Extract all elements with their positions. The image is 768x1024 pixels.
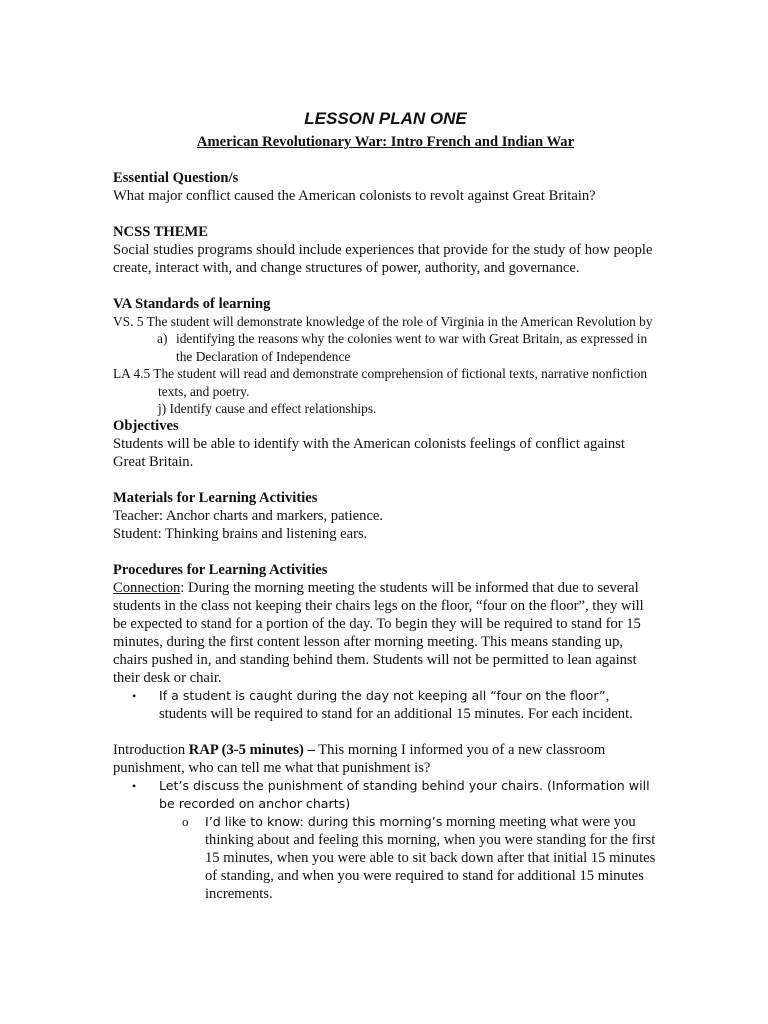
procedures-heading: Procedures for Learning Activities (113, 562, 328, 579)
procedures-section (113, 561, 658, 723)
list-item (182, 813, 658, 903)
page-subtitle: American Revolutionary War: Intro French and Indian War (196, 134, 575, 150)
sub-bullet-text-part: morning meeting what were you thinking about and feeling this morning, when you were standing for the first 15 minutes, when you were able to sit back down after that initial 15 minutes of standing, and when you were required to stand for additional 15 minutes increments. (205, 814, 656, 903)
list-item (132, 777, 658, 903)
essential-question-text: What major conflict caused the American colonists to revolt against Great Britain? (113, 188, 596, 204)
connection-paragraph (113, 579, 658, 687)
vs5-item-a (157, 330, 658, 365)
ncss-theme-heading: NCSS THEME (113, 224, 209, 240)
introduction-sublist (159, 813, 658, 903)
ncss-theme-section (113, 223, 658, 277)
ncss-theme-text: Social studies programs should include experiences that provide for the study of how people create, interact with, and change structures of power, authority, and governance. (113, 242, 653, 276)
essential-question-heading: Essential Question/s (113, 170, 239, 186)
va-standards-section (113, 295, 658, 417)
materials-section (113, 489, 658, 543)
bullet-text-part: If a student is caught during the day not keeping all “four on the floor” (159, 688, 606, 704)
page-title: LESSON PLAN ONE (304, 109, 467, 128)
va-standards-heading: VA Standards of learning (113, 296, 271, 312)
lesson-plan-page (113, 108, 658, 903)
rap-label: RAP (3-5 minutes) – (188, 742, 315, 759)
sub-bullet-text-part: I’d like to know: during this morning’s (205, 814, 443, 830)
introduction-section (113, 741, 658, 903)
introduction-text: This morning I informed you of a new classroom punishment, who can tell me what that punishment is? (113, 742, 606, 777)
introduction-bullets (113, 777, 658, 903)
vs5-standard: VS. 5 The student will demonstrate knowledge of the role of Virginia in the American Revolution by (113, 314, 653, 329)
sub-bullet-icon: o (182, 814, 189, 830)
bullet-icon: • (132, 779, 137, 794)
vs5-item-a-text: identifying the reasons why the colonies went to war with Great Britain, as expressed in the Declaration of Independence (176, 331, 648, 364)
essential-question-section (113, 169, 658, 205)
materials-teacher: Teacher: Anchor charts and markers, patience. (113, 508, 384, 525)
vs5-item-a-marker: a) (157, 331, 168, 347)
la45-item-j: j) Identify cause and effect relationships. (158, 401, 377, 417)
connection-text: : During the morning meeting the students will be informed that due to several students in the class not keeping their chairs legs on the floor, “four on the floor”, they will be expected to stand for a portion of the day. To begin they will be required to stand for 15 minutes, during the first content lesson after morning meeting. This means standing up, chairs pushed in, and standing behind them. Students will not be permitted to lean against their desk or chair. (113, 580, 644, 687)
connection-bullets (113, 687, 658, 723)
introduction-prefix: Introduction (113, 742, 189, 759)
bullet-icon: • (132, 689, 137, 704)
bullet-text-part: Let’s discuss the punishment of standing behind your chairs. (159, 778, 543, 794)
bullet-text-part: (Information will be recorded on anchor charts) (159, 778, 650, 812)
objectives-section (113, 417, 658, 471)
bullet-text-part: , students will be required to stand for an additional 15 minutes. For each incident. (159, 688, 633, 723)
materials-student: Student: Thinking brains and listening ears. (113, 526, 368, 543)
introduction-paragraph (113, 741, 658, 777)
list-item (132, 687, 658, 723)
la45-standard: LA 4.5 The student will read and demonstrate comprehension of fictional texts, narrative nonfiction texts, and poetry. (113, 366, 648, 399)
objectives-text: Students will be able to identify with the American colonists feelings of conflict against Great Britain. (113, 436, 625, 471)
connection-label: Connection (113, 580, 181, 597)
objectives-heading: Objectives (113, 418, 179, 435)
materials-heading: Materials for Learning Activities (113, 490, 318, 507)
vs5-sublist (157, 330, 658, 365)
